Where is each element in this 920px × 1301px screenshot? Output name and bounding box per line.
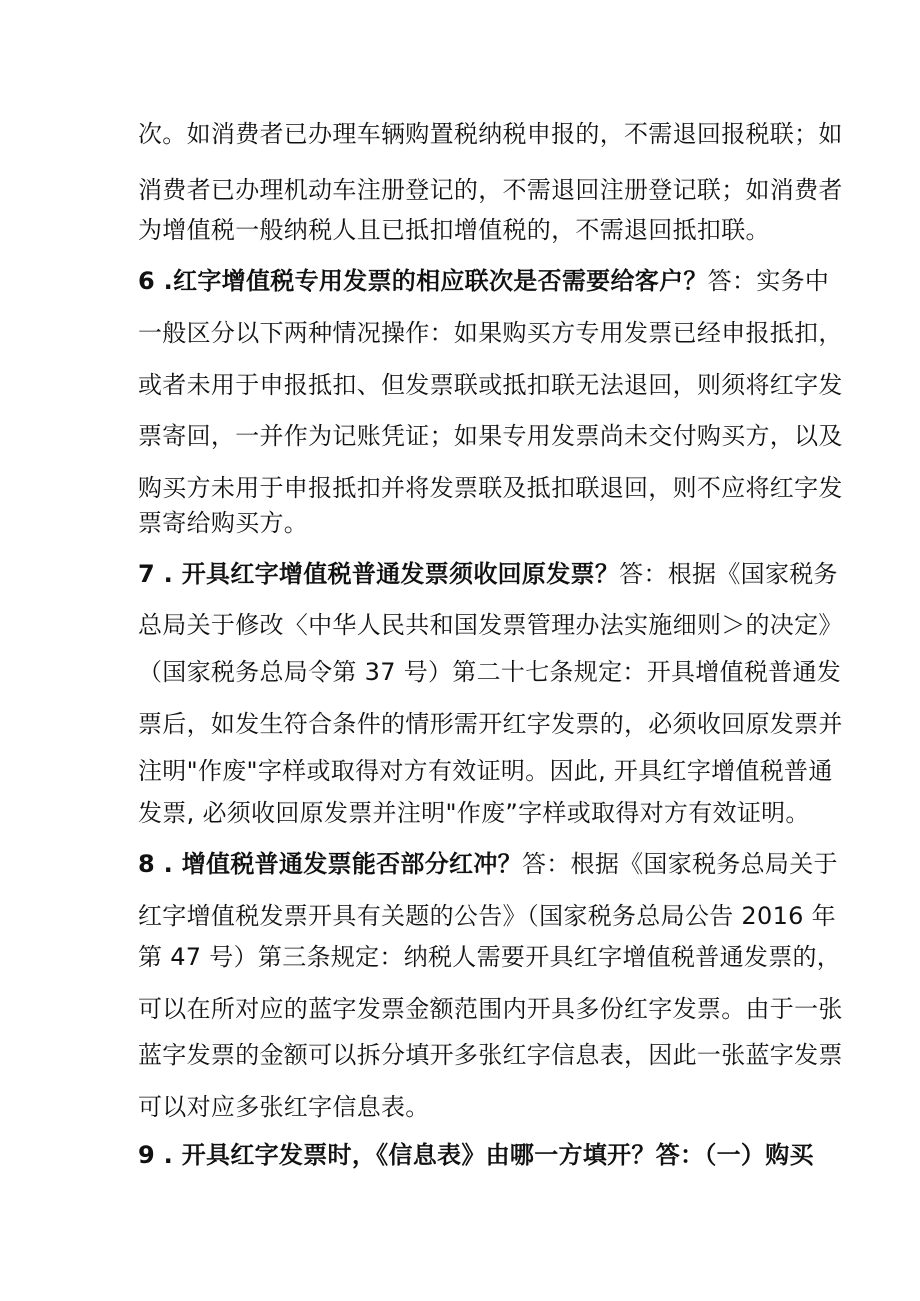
text-line: 总局关于修改〈中华人民共和国发票管理办法实施细则＞的决定》 — [138, 611, 843, 639]
answer-text: 答：实务中 — [707, 267, 830, 295]
question-number: 7 — [138, 560, 155, 588]
answer-text: 答：根据《国家税务 — [619, 560, 838, 588]
text-line: 票寄回，一并作为记账凭证；如果专用发票尚未交付购买方，以及 — [138, 422, 843, 450]
text-line: 一般区分以下两种情况操作：如果购买方专用发票已经申报抵扣， — [138, 319, 843, 347]
text-line: 第 47 号）第三条规定：纳税人需要开具红字增值税普通发票的， — [138, 943, 842, 971]
question-text: . 开具红字发票时，《信息表》由哪一方填开？ — [155, 1141, 656, 1169]
text-line: 注明"作废"字样或取得对方有效证明。因此, 开具红字增值税普通 — [138, 757, 833, 785]
question-text: . 开具红字增值税普通发票须收回原发票？ — [155, 560, 620, 588]
question-line — [138, 847, 838, 881]
question-number: 8 — [138, 850, 155, 878]
answer-text: 答：（一）购买 — [655, 1141, 814, 1169]
question-text: . 增值税普通发票能否部分红冲？ — [155, 850, 522, 878]
text-line: 次。如消费者已办理车辆购置税纳税申报的，不需退回报税联；如 — [138, 120, 843, 148]
text-line: 蓝字发票的金额可以拆分填开多张红字信息表，因此一张蓝字发票 — [138, 1041, 843, 1069]
text-line: 或者未用于申报抵扣、但发票联或抵扣联无法退回，则须将红字发 — [138, 371, 843, 399]
text-line: 票寄给购买方。 — [138, 509, 309, 537]
text-line: 购买方未用于申报抵扣并将发票联及抵扣联退回，则不应将红字发 — [138, 474, 843, 502]
question-text: .红字增值税专用发票的相应联次是否需要给客户？ — [155, 267, 708, 295]
text-line: 票后，如发生符合条件的情形需开红字发票的，必须收回原发票并 — [138, 710, 843, 738]
question-line — [138, 1138, 814, 1172]
question-number: 6 — [138, 267, 155, 295]
question-number: 9 — [138, 1141, 155, 1169]
answer-text: 答：根据《国家税务总局关于 — [521, 850, 838, 878]
text-line: 为增值税一般纳税人且已抵扣增值税的，不需退回抵扣联。 — [138, 216, 770, 244]
text-line: 可以对应多张红字信息表。 — [138, 1093, 430, 1121]
text-line: 可以在所对应的蓝字发票金额范围内开具多份红字发票。由于一张 — [138, 995, 843, 1023]
text-line: 发票, 必须收回原发票并注明"作废”字样或取得对方有效证明。 — [138, 799, 810, 827]
text-line: 红字增值税发票开具有关题的公告》（国家税务总局公告 2016 年 — [138, 902, 836, 930]
text-line: （国家税务总局令第 37 号）第二十七条规定：开具增值税普通发 — [138, 658, 842, 686]
text-line: 消费者已办理机动车注册登记的，不需退回注册登记联；如消费者 — [138, 176, 843, 204]
question-line — [138, 557, 838, 591]
question-line — [138, 264, 829, 298]
